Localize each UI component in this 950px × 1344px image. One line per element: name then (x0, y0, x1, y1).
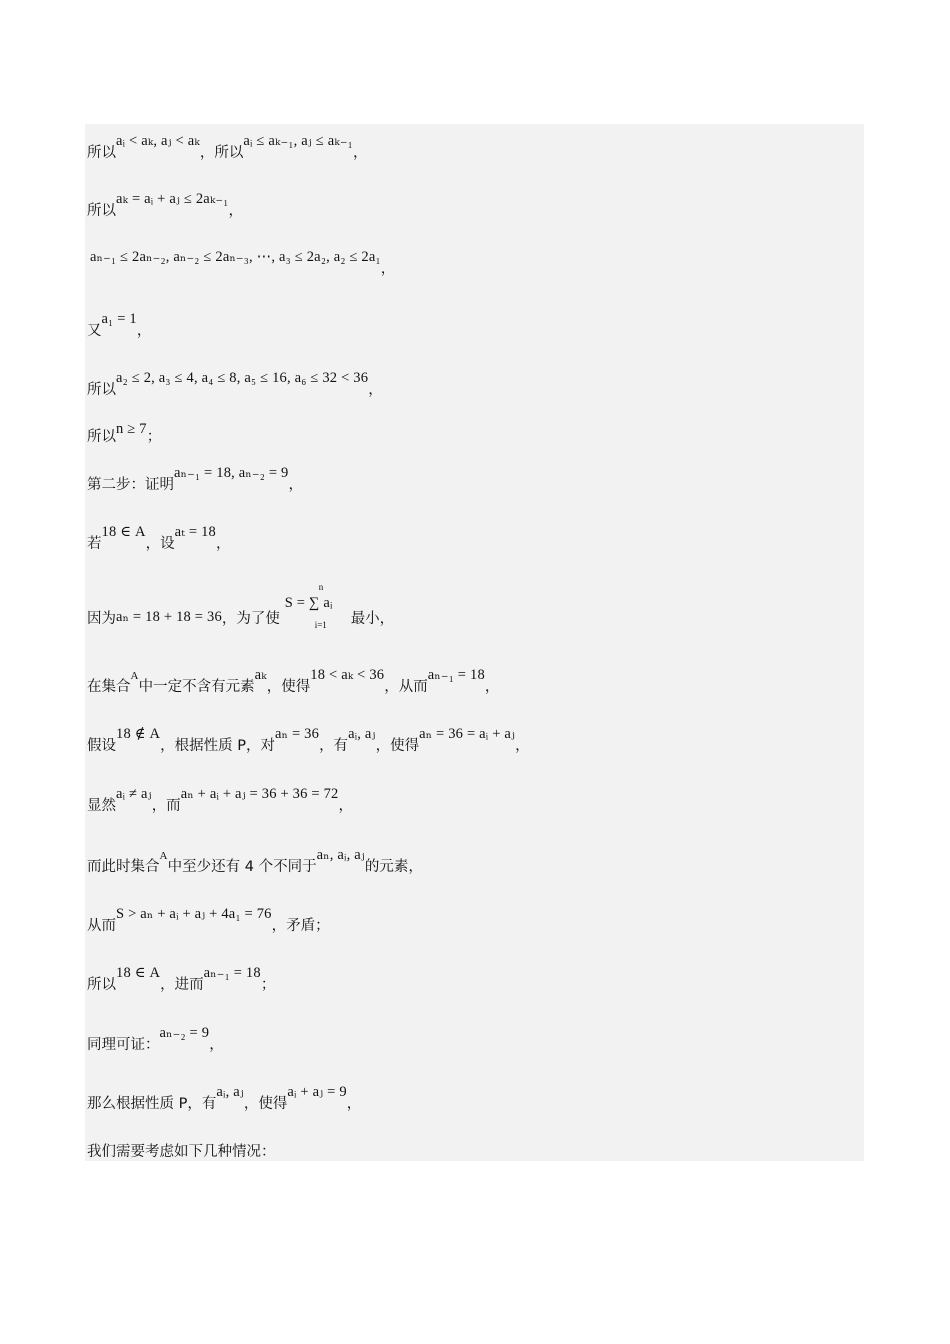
proof-line-7 (87, 465, 303, 495)
text: ，使得 (266, 679, 311, 695)
text: ， (338, 798, 354, 814)
text: 从而 (87, 918, 116, 934)
math: a₂ ≤ 2, a₃ ≤ 4, a₄ ≤ 8, a₅ ≤ 16, a₆ ≤ 32 < 36 (116, 370, 369, 386)
math: aₙ₋₁ = 18, aₙ₋₂ = 9 (174, 465, 289, 481)
proof-line-2 (87, 191, 244, 221)
proof-line-9 (87, 582, 395, 630)
text: 若 (87, 536, 102, 552)
math: aₙ = 36 = aᵢ + aⱼ (419, 726, 516, 742)
text: ； (260, 977, 276, 993)
proof-line-18 (87, 1141, 276, 1162)
text: ，进而 (160, 977, 204, 993)
math: aᵢ, aⱼ (216, 1084, 244, 1100)
text: 所以 (87, 145, 116, 161)
document-panel (85, 124, 864, 1161)
text: 所以 (87, 977, 116, 993)
math: A (130, 670, 139, 682)
math: aₙ, aᵢ, aⱼ (316, 847, 365, 863)
text: 因为 (87, 611, 116, 627)
proof-line-15 (87, 965, 276, 995)
text: 最小， (350, 611, 395, 627)
text: ，为了使 (221, 611, 280, 627)
math: aᵢ < aₖ, aⱼ < aₖ (116, 133, 200, 149)
text: 中一定不含有元素 (138, 679, 255, 695)
math: aᵢ ≤ aₖ₋₁, aⱼ ≤ aₖ₋₁ (243, 133, 353, 149)
text: ，从而 (384, 679, 428, 695)
text: 在集合 (87, 679, 131, 695)
proof-line-5 (87, 370, 383, 400)
math: n ≥ 7 (116, 421, 147, 437)
text: 的元素， (364, 859, 423, 875)
text: ，设 (145, 536, 175, 552)
sum-upper-limit: n (318, 582, 324, 592)
text: ， (484, 679, 500, 695)
text: 又 (87, 323, 102, 339)
text: 显然 (87, 798, 116, 814)
sum-expression: S = ∑ aᵢ (284, 595, 333, 611)
text: ，根据性质 P，对 (160, 738, 276, 754)
text: 我们需要考虑如下几种情况： (87, 1144, 276, 1160)
math: aₖ = aᵢ + aⱼ ≤ 2aₖ₋₁ (116, 191, 229, 207)
text: ， (380, 261, 396, 277)
math: aᵢ + aⱼ = 9 (287, 1084, 347, 1100)
math: aₜ = 18 (174, 524, 216, 540)
math: aₙ₋₂ = 9 (159, 1025, 210, 1041)
sum-lower-limit: i=1 (314, 620, 327, 630)
text: 第二步：证明 (87, 477, 174, 493)
text: ，有 (319, 738, 349, 754)
text: ，而 (151, 798, 181, 814)
math: aₙ + aᵢ + aⱼ = 36 + 36 = 72 (180, 786, 339, 802)
text: 所以 (87, 203, 116, 219)
text: ，使得 (243, 1096, 288, 1112)
text: ，所以 (199, 145, 244, 161)
math: A (159, 850, 168, 862)
math: aₖ (254, 667, 267, 683)
proof-line-4 (87, 311, 152, 341)
text: ， (209, 1037, 224, 1053)
math: 18 ∈ A (116, 965, 161, 981)
text: ， (288, 477, 303, 493)
math: aₙ₋₁ = 18 (427, 667, 485, 683)
text: 中至少还有 4 个不同于 (167, 859, 317, 875)
text: ，矛盾； (271, 918, 330, 934)
math: 18 < aₖ < 36 (310, 667, 385, 683)
text: ， (352, 145, 368, 161)
text: ， (368, 382, 383, 398)
text: 所以 (87, 429, 116, 445)
text: ， (515, 738, 530, 754)
math: S > aₙ + aᵢ + aⱼ + 4a₁ = 76 (116, 906, 272, 922)
math: 18 ∉ A (116, 726, 161, 742)
text: 假设 (87, 738, 116, 754)
proof-line-11 (87, 726, 530, 756)
text: ， (136, 323, 152, 339)
text: ， (216, 536, 231, 552)
proof-line-14 (87, 906, 330, 936)
math: aₙ = 18 + 18 = 36 (116, 609, 222, 625)
proof-line-13 (87, 847, 423, 878)
text: 那么根据性质 P，有 (87, 1096, 217, 1112)
text: 所以 (87, 382, 116, 398)
text: ， (228, 203, 244, 219)
proof-line-17 (87, 1084, 362, 1114)
proof-line-8 (87, 524, 231, 554)
math: aᵢ, aⱼ (348, 726, 376, 742)
proof-line-16 (87, 1025, 224, 1055)
text: ； (146, 429, 162, 445)
proof-line-3 (90, 249, 396, 279)
math: a₁ = 1 (101, 311, 137, 327)
math: aₙ = 36 (275, 726, 320, 742)
proof-line-10 (87, 667, 500, 698)
text: ，使得 (375, 738, 420, 754)
summation (284, 582, 351, 630)
proof-line-6 (87, 421, 162, 447)
math: 18 ∈ A (101, 524, 146, 540)
text: ， (346, 1096, 362, 1112)
math: aᵢ ≠ aⱼ (116, 786, 152, 802)
math: aₙ₋₁ ≤ 2aₙ₋₂, aₙ₋₂ ≤ 2aₙ₋₃, ⋯, a₃ ≤ 2a₂, a₂ ≤ 2a₁ (90, 249, 381, 265)
math: aₙ₋₁ = 18 (203, 965, 261, 981)
proof-line-12 (87, 786, 354, 816)
proof-line-1 (87, 133, 368, 163)
text: 同理可证： (87, 1037, 160, 1053)
text: 而此时集合 (87, 859, 160, 875)
